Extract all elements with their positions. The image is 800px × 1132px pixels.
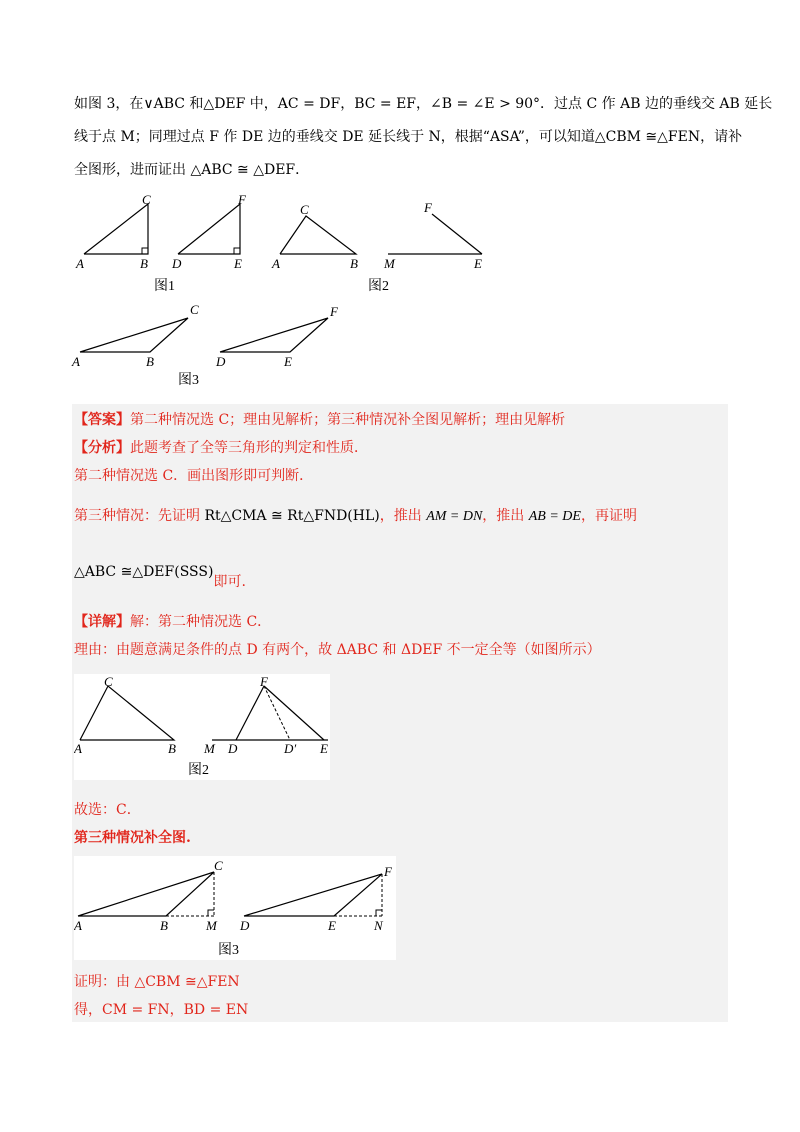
label-b: B	[160, 918, 168, 933]
label-d: D	[172, 256, 182, 271]
label-c: C	[104, 674, 113, 689]
fig2-caption: 图2	[368, 279, 389, 294]
detail-line	[74, 612, 271, 632]
label-c: C	[300, 202, 309, 217]
problem-line-1: 如图 3，在∨ABC 和△DEF 中，AC = DF，BC = EF，∠B = ∠E > 90°．过点 C 作 AB 边的垂线交 AB 延长	[74, 96, 773, 112]
label-e: E	[320, 741, 328, 756]
label-m: M	[384, 256, 395, 271]
label-n: N	[374, 918, 383, 933]
fig2-triangle-abc	[280, 216, 356, 254]
detail-text: 解：第二种情况选 C．	[130, 614, 272, 630]
detail-fig3-caption: 图3	[218, 943, 239, 958]
detail-fig2-caption: 图2	[188, 763, 209, 778]
label-c: C	[214, 858, 223, 873]
fig3-triangle-abc	[80, 318, 188, 352]
label-e: E	[328, 918, 336, 933]
right-angle-mark	[142, 248, 148, 254]
line-fd-prime	[264, 686, 290, 740]
problem-line-2: 线于点 M；同理过点 F 作 DE 边的垂线交 DE 延长线于 N，根据“ASA”，可以知道△CBM ≅△FEN，请补	[74, 129, 743, 145]
right-angle-mark	[208, 910, 214, 916]
figure-3	[70, 300, 370, 392]
analysis-tag: 【分析】	[74, 440, 130, 456]
label-d: D	[228, 741, 238, 756]
proof-line-1: 证明：由 △CBM ≅△FEN	[74, 974, 240, 990]
label-b: B	[146, 354, 154, 369]
label-f: F	[384, 864, 392, 879]
problem-line-3: 全图形，进而证出 △ABC ≅ △DEF．	[74, 162, 310, 178]
figure-1-2	[70, 192, 510, 297]
triangle-abc	[78, 872, 214, 916]
detail-figure-2	[74, 674, 330, 780]
case3-mid1: ，推出	[379, 508, 427, 524]
analysis-case3-cont	[74, 562, 246, 590]
label-e: E	[284, 354, 292, 369]
label-a: A	[72, 354, 80, 369]
answer-line	[74, 410, 565, 430]
analysis-line	[74, 438, 368, 458]
fig1-caption: 图1	[154, 279, 175, 294]
proof-line-2: 得，CM = FN，BD = EN	[74, 1002, 249, 1018]
label-m: M	[206, 918, 217, 933]
label-e: E	[474, 256, 482, 271]
detail-case3: 第三种情况补全图.	[74, 830, 191, 846]
case3-tail: 即可.	[213, 574, 246, 590]
fig3-caption: 图3	[178, 373, 199, 388]
case3-eq1: AM = DN	[426, 509, 483, 524]
triangle-abc	[80, 686, 174, 740]
label-b: B	[140, 256, 148, 271]
label-d: D	[240, 918, 250, 933]
triangle-def	[244, 874, 382, 916]
label-b: B	[350, 256, 358, 271]
fig1-triangle-abc	[84, 204, 148, 254]
analysis-case2: 第二种情况选 C．画出图形即可判断．	[74, 468, 314, 484]
line-fd	[236, 686, 264, 740]
label-a: A	[74, 918, 82, 933]
answer-tag: 【答案】	[74, 412, 130, 428]
case3-formula: Rt△CMA ≅ Rt△FND(HL)	[204, 508, 380, 524]
label-a: A	[76, 256, 84, 271]
label-b: B	[168, 741, 176, 756]
detail-figure-2-box	[74, 674, 330, 780]
analysis-case3	[74, 506, 637, 527]
label-f: F	[330, 304, 338, 319]
label-d: D	[216, 354, 226, 369]
line-fe	[264, 686, 324, 740]
label-f: F	[238, 192, 246, 207]
answer-text: 第二种情况选 C；理由见解析；第三种情况补全图见解析；理由见解析	[130, 412, 566, 428]
detail-tag: 【详解】	[74, 614, 130, 630]
case3-prefix: 第三种情况：先证明	[74, 508, 205, 524]
detail-reason: 理由：由题意满足条件的点 D 有两个，故 ΔABC 和 ΔDEF 不一定全等（如图所示）	[74, 642, 601, 658]
label-e: E	[234, 256, 242, 271]
case3-formula2: △ABC ≅△DEF(SSS)	[74, 564, 214, 580]
case3-mid2: ，推出	[482, 508, 529, 524]
label-a: A	[272, 256, 280, 271]
fig2-line-fe	[432, 214, 482, 254]
label-m: M	[204, 741, 215, 756]
right-angle-mark	[376, 910, 382, 916]
label-f: F	[260, 674, 268, 689]
analysis-text: 此题考查了全等三角形的判定和性质．	[130, 440, 368, 456]
fig1-triangle-def	[178, 204, 240, 254]
right-angle-mark	[234, 248, 240, 254]
label-d-prime: D′	[284, 741, 297, 756]
case3-eq2: AB = DE	[528, 509, 581, 524]
detail-choose: 故选：C．	[74, 802, 141, 818]
label-c: C	[142, 192, 151, 207]
detail-figure-3	[74, 856, 396, 960]
label-c: C	[190, 302, 199, 317]
label-a: A	[74, 741, 82, 756]
detail-figure-3-box	[74, 856, 396, 960]
fig3-triangle-def	[220, 318, 328, 352]
label-f: F	[424, 200, 432, 215]
case3-end: ，再证明	[580, 508, 637, 524]
